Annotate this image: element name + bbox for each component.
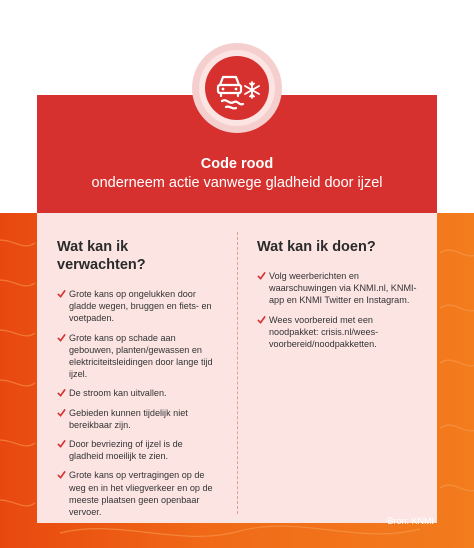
source-credit: Bron: KNMI [387,516,434,526]
list-item-text: Volg weerberichten en waarschuwingen via KNMI.nl, KNMI-app en KNMI Twitter en Instagram. [269,271,417,306]
list-item [257,314,425,351]
list-item-text: Gebieden kunnen tijdelijk niet bereikbaar zijn. [69,407,188,430]
check-icon [57,408,66,417]
check-icon [57,289,66,298]
list-item [57,438,217,462]
slippery-car-snowflake-icon [205,56,269,120]
page-title: Code rood [200,156,274,172]
list-item-text: Grote kans op schade aan gebouwen, planten/gewassen en elektriciteitsleidingen door lange tijd ijzel. [69,332,213,380]
actions-heading: Wat kan ik doen? [257,239,376,255]
expectations-column [57,238,217,525]
list-item-text: Grote kans op vertragingen op de weg en in het vliegverkeer en op de meeste plaatsen geen openbaar vervoer. [69,470,213,518]
expectations-list [57,288,217,518]
list-item-text: Door bevriezing of ijzel is de gladheid moeilijk te zien. [69,439,183,462]
list-item [57,469,217,518]
list-item [57,407,217,431]
header-title-block [37,155,437,193]
list-item-text: De stroom kan uitvallen. [69,388,167,399]
list-item [257,270,425,307]
page-subtitle: onderneem actie vanwege gladheid door ijzel [91,175,383,191]
list-item-text: Grote kans op ongelukken door gladde wegen, bruggen en fiets- en voetpaden. [69,289,212,324]
actions-list [257,270,425,350]
check-icon [257,315,266,324]
check-icon [57,470,66,479]
column-divider [237,232,238,514]
expectations-heading: Wat kan ik verwachten? [57,239,146,273]
check-icon [257,271,266,280]
list-item [57,332,217,381]
check-icon [57,439,66,448]
list-item-text: Wees voorbereid met een noodpakket: crisis.nl/wees-voorbereid/noodpakketten. [269,314,379,350]
check-icon [57,333,66,342]
list-item [57,387,217,399]
actions-column [257,238,425,357]
check-icon [57,388,66,397]
list-item [57,288,217,325]
